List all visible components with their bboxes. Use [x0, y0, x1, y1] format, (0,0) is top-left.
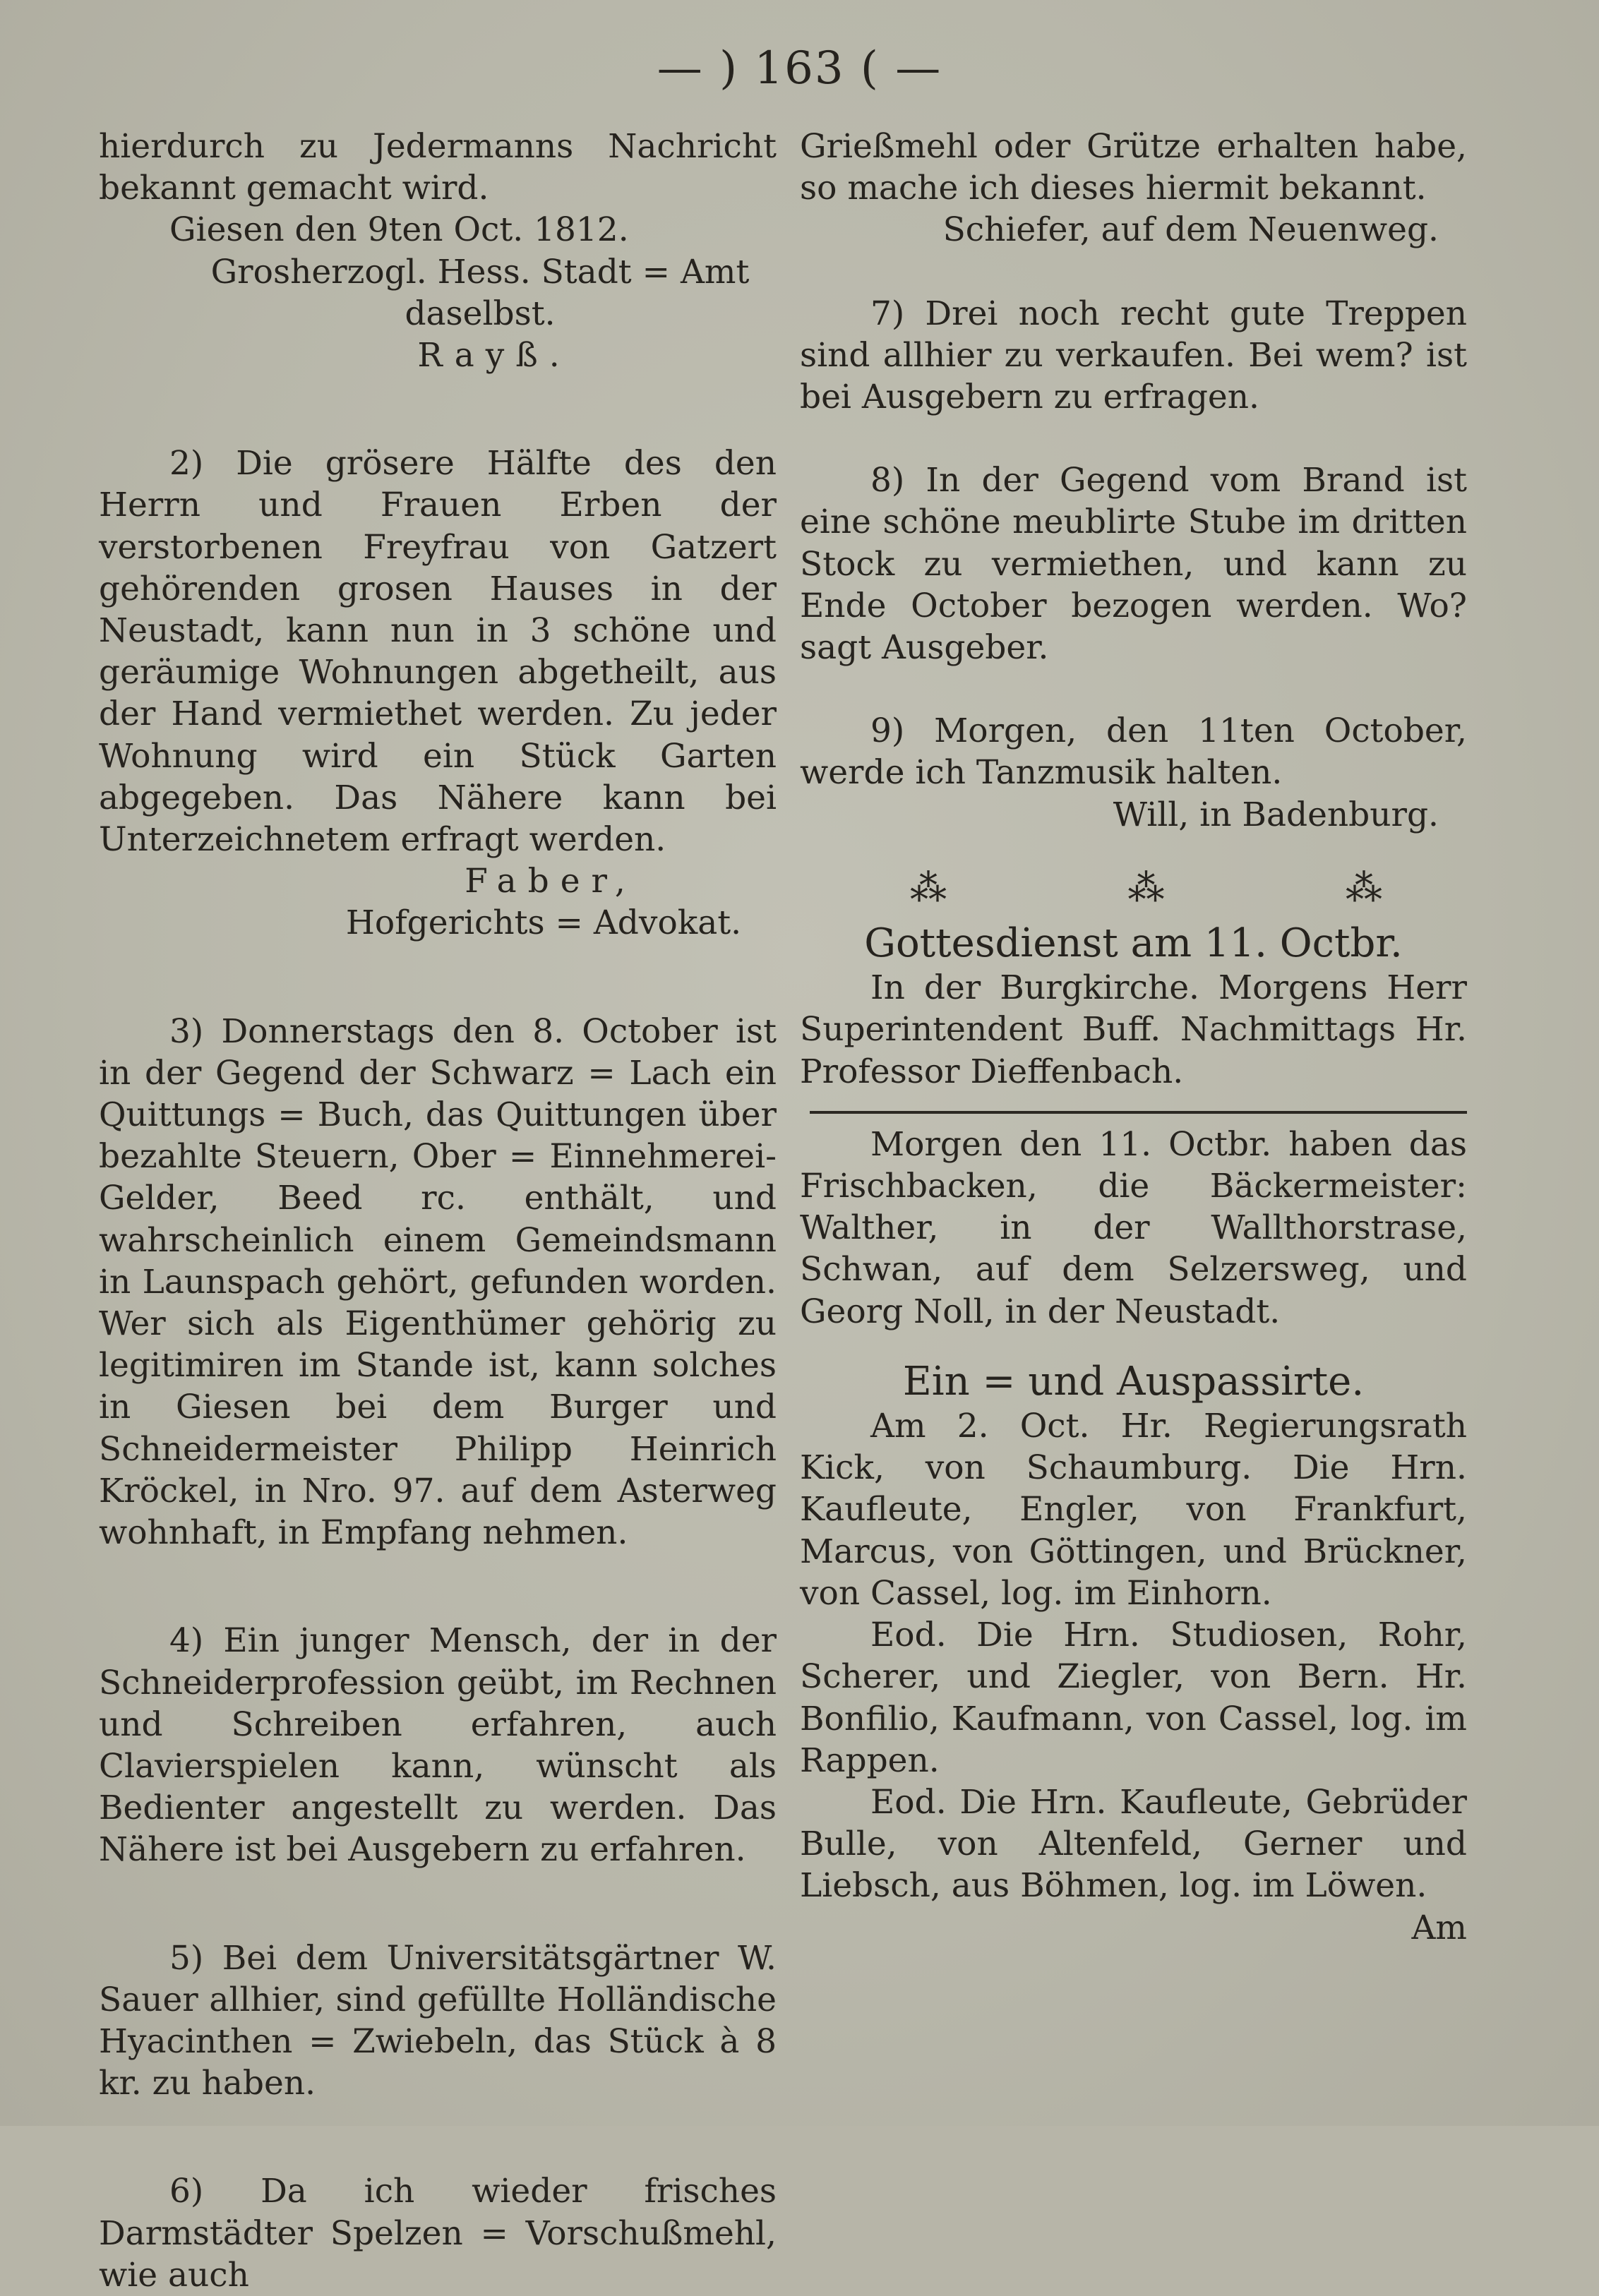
page-number-header: — ) 163 ( —: [657, 42, 942, 95]
bakers-notice: Morgen den 11. Octbr. haben das Frischbacken, die Bäckermeister: Walther, in der Wallthorstrase, Schwan, auf dem Selzersweg, und Georg Noll, in der Neustadt.: [800, 1124, 1467, 1331]
catchword: Am: [1411, 1908, 1467, 1947]
advert-9-signature: Will, in Badenburg.: [1113, 795, 1439, 834]
advert-4: 4) Ein junger Mensch, der in der Schneiderprofession geübt, im Rechnen und Schreiben erfahren, auch Clavierspielen kann, wünscht als Bedienter angestellt zu werden. Das Nähere ist bei Ausgebern zu erfahren.: [99, 1621, 777, 1870]
left-column: [99, 126, 777, 2296]
advert-6: 6) Da ich wieder frisches Darmstädter Spelzen = Vorschußmehl, wie auch: [99, 2172, 777, 2295]
advert-6-continuation: Grießmehl oder Grütze erhalten habe, so mache ich dieses hiermit bekannt.: [800, 127, 1467, 208]
paragraph-1-date: Giesen den 9ten Oct. 1812.: [169, 210, 629, 250]
advert-5: 5) Bei dem Universitätsgärtner W. Sauer allhier, sind gefüllte Holländische Hyacinthen = Zwiebeln, das Stück à 8 kr. zu haben.: [99, 1938, 777, 2103]
travellers-entry-1: Am 2. Oct. Hr. Regierungsrath Kick, von Schaumburg. Die Hrn. Kaufleute, Engler, von Frankfurt, Marcus, von Göttingen, und Brückner, von Cassel, log. im Einhorn.: [800, 1407, 1467, 1613]
advert-2: 2) Die grösere Hälfte des den Herrn und Frauen Erben der verstorbenen Freyfrau von Gatzert gehörenden grosen Hauses in der Neustadt, kann nun in 3 schöne und geräumige Wohnungen abgetheilt, aus der Hand vermiethet werden. Zu jeder Wohnung wird ein Stück Garten abgegeben. Das Nähere kann bei Unterzeichnetem erfragt werden.: [99, 444, 777, 860]
right-column: [800, 126, 1467, 1949]
advert-6-signature: Schiefer, auf dem Neuenweg.: [942, 210, 1439, 250]
paragraph-1-continuation: hierdurch zu Jedermanns Nachricht bekannt gemacht wird.: [99, 127, 777, 208]
travellers-heading: Ein = und Auspassirte.: [902, 1358, 1365, 1405]
paragraph-1-authority-line2: daselbst.: [405, 294, 556, 333]
church-service-text: In der Burgkirche. Morgens Herr Superintendent Buff. Nachmittags Hr. Professor Dieffenbach.: [800, 968, 1467, 1091]
advert-3: 3) Donnerstags den 8. October ist in der Gegend der Schwarz = Lach ein Quittungs = Buch, das Quittungen über bezahlte Steuern, Ober = Einnehmerei-Gelder, Beed rc. enthält, und wahrscheinlich einem Gemeindsmann in Launspach gehört, gefunden worden. Wer sich als Eigenthümer gehörig zu legitimiren im Stande ist, kann solches in Giesen bei dem Burger und Schneidermeister Philipp Heinrich Kröckel, in Nro. 97. auf dem Asterweg wohnhaft, in Empfang nehmen.: [99, 1011, 777, 1553]
advert-7: 7) Drei noch recht gute Treppen sind allhier zu verkaufen. Bei wem? ist bei Ausgebern zu erfragen.: [800, 294, 1467, 417]
ornament-divider: ⁂ ⁂ ⁂: [909, 867, 1467, 910]
advert-9: 9) Morgen, den 11ten October, werde ich Tanzmusik halten.: [800, 711, 1467, 793]
advert-8: 8) In der Gegend vom Brand ist eine schöne meublirte Stube im dritten Stock zu vermiethen, und kann zu Ende October bezogen werden. Wo? sagt Ausgeber.: [800, 461, 1467, 668]
section-divider-rule: [810, 1111, 1467, 1114]
paragraph-1-signature: Rayß.: [417, 336, 571, 375]
travellers-entry-3: Eod. Die Hrn. Kaufleute, Gebrüder Bulle, von Altenfeld, Gerner und Liebsch, aus Böhmen, log. im Löwen.: [800, 1782, 1467, 1906]
paragraph-1-authority: Grosherzogl. Hess. Stadt = Amt: [210, 252, 750, 291]
advert-2-signature: Faber,: [465, 862, 637, 901]
travellers-entry-2: Eod. Die Hrn. Studiosen, Rohr, Scherer, und Ziegler, von Bern. Hr. Bonfilio, Kaufmann, von Cassel, log. im Rappen.: [800, 1616, 1467, 1780]
advert-2-title: Hofgerichts = Advokat.: [345, 903, 742, 943]
church-service-heading: Gottesdienst am 11. Octbr.: [864, 920, 1403, 967]
